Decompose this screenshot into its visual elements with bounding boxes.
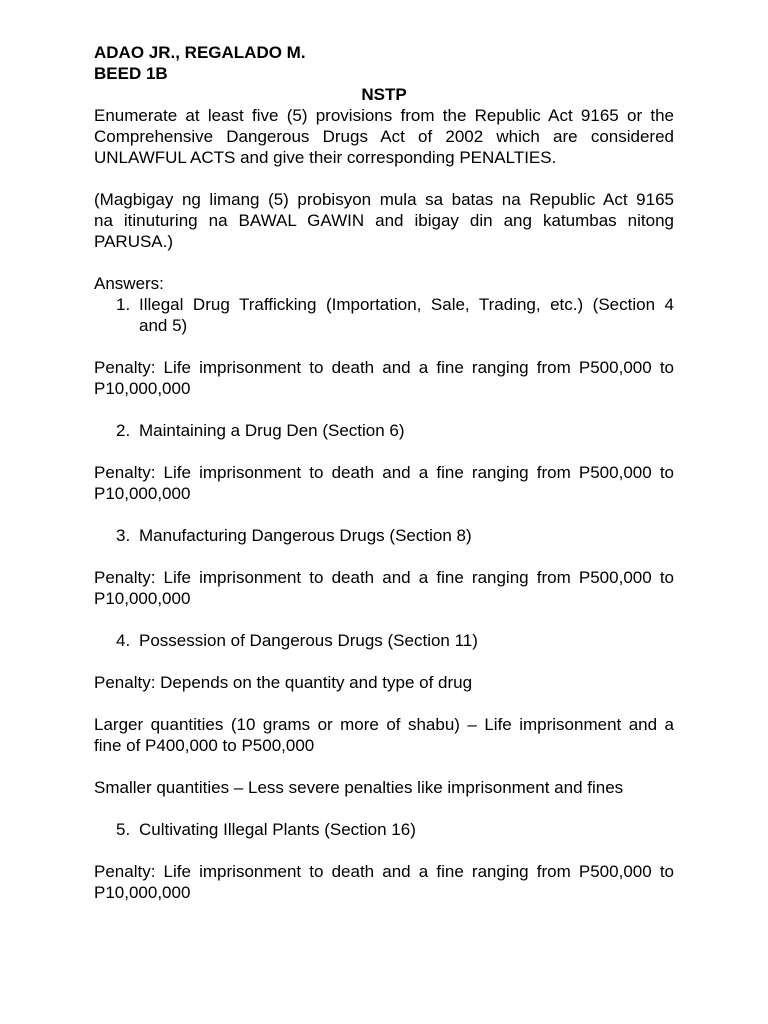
- penalty-text: P10,000,000: [94, 484, 191, 503]
- item-text: Possession of Dangerous Drugs (Section 11): [139, 631, 478, 650]
- item-number: 2.: [116, 421, 131, 440]
- penalty-text: Penalty: Life imprisonment to death and a fine ranging from P500,000 to: [94, 358, 674, 377]
- item-number: 1.: [116, 295, 131, 314]
- student-section: BEED 1B: [94, 64, 168, 83]
- item-text: Manufacturing Dangerous Drugs (Section 8): [139, 526, 472, 545]
- penalty-larger: [94, 714, 674, 756]
- penalty-smaller: [94, 777, 674, 798]
- item-text: Illegal Drug Trafficking (Importation, Sale, Trading, etc.) (Section 4: [139, 295, 674, 314]
- item-number: 3.: [116, 526, 131, 545]
- list-item: [94, 630, 674, 651]
- question-line: Enumerate at least five (5) provisions from the Republic Act 9165 or the: [94, 106, 674, 125]
- penalty: [94, 861, 674, 903]
- item-number: 4.: [116, 631, 131, 650]
- penalty-text: Penalty: Life imprisonment to death and a fine ranging from P500,000 to: [94, 568, 674, 587]
- subject-title: NSTP: [361, 85, 407, 104]
- item-number: 5.: [116, 820, 131, 839]
- list-item: [94, 294, 674, 336]
- penalty-text: P10,000,000: [94, 589, 191, 608]
- item-text: Maintaining a Drug Den (Section 6): [139, 421, 405, 440]
- answers-label: Answers:: [94, 274, 164, 293]
- penalty-text: fine of P400,000 to P500,000: [94, 736, 315, 755]
- list-item: [94, 819, 674, 840]
- penalty-text: P10,000,000: [94, 883, 191, 902]
- penalty-text: P10,000,000: [94, 379, 191, 398]
- question-line: (Magbigay ng limang (5) probisyon mula sa batas na Republic Act 9165: [94, 190, 674, 209]
- penalty-text: Smaller quantities – Less severe penalties like imprisonment and fines: [94, 778, 624, 797]
- item-text: Cultivating Illegal Plants (Section 16): [139, 820, 416, 839]
- student-name: ADAO JR., REGALADO M.: [94, 43, 306, 62]
- question-english: [94, 105, 674, 168]
- penalty: [94, 357, 674, 399]
- list-item: [94, 420, 674, 441]
- penalty: [94, 462, 674, 504]
- penalty: [94, 672, 674, 693]
- penalty-text: Penalty: Life imprisonment to death and a fine ranging from P500,000 to: [94, 463, 674, 482]
- question-line: na itinuturing na BAWAL GAWIN and ibigay din ang katumbas nitong: [94, 211, 674, 230]
- list-item: [94, 525, 674, 546]
- question-line: Comprehensive Dangerous Drugs Act of 2002 which are considered: [94, 127, 674, 146]
- question-line: PARUSA.): [94, 232, 174, 251]
- penalty: [94, 567, 674, 609]
- document-page: [94, 42, 674, 903]
- penalty-text: Penalty: Depends on the quantity and type of drug: [94, 673, 473, 692]
- item-text: and 5): [139, 316, 188, 335]
- question-line: UNLAWFUL ACTS and give their corresponding PENALTIES.: [94, 148, 557, 167]
- penalty-text: Larger quantities (10 grams or more of shabu) – Life imprisonment and a: [94, 715, 674, 734]
- question-filipino: [94, 189, 674, 252]
- penalty-text: Penalty: Life imprisonment to death and a fine ranging from P500,000 to: [94, 862, 674, 881]
